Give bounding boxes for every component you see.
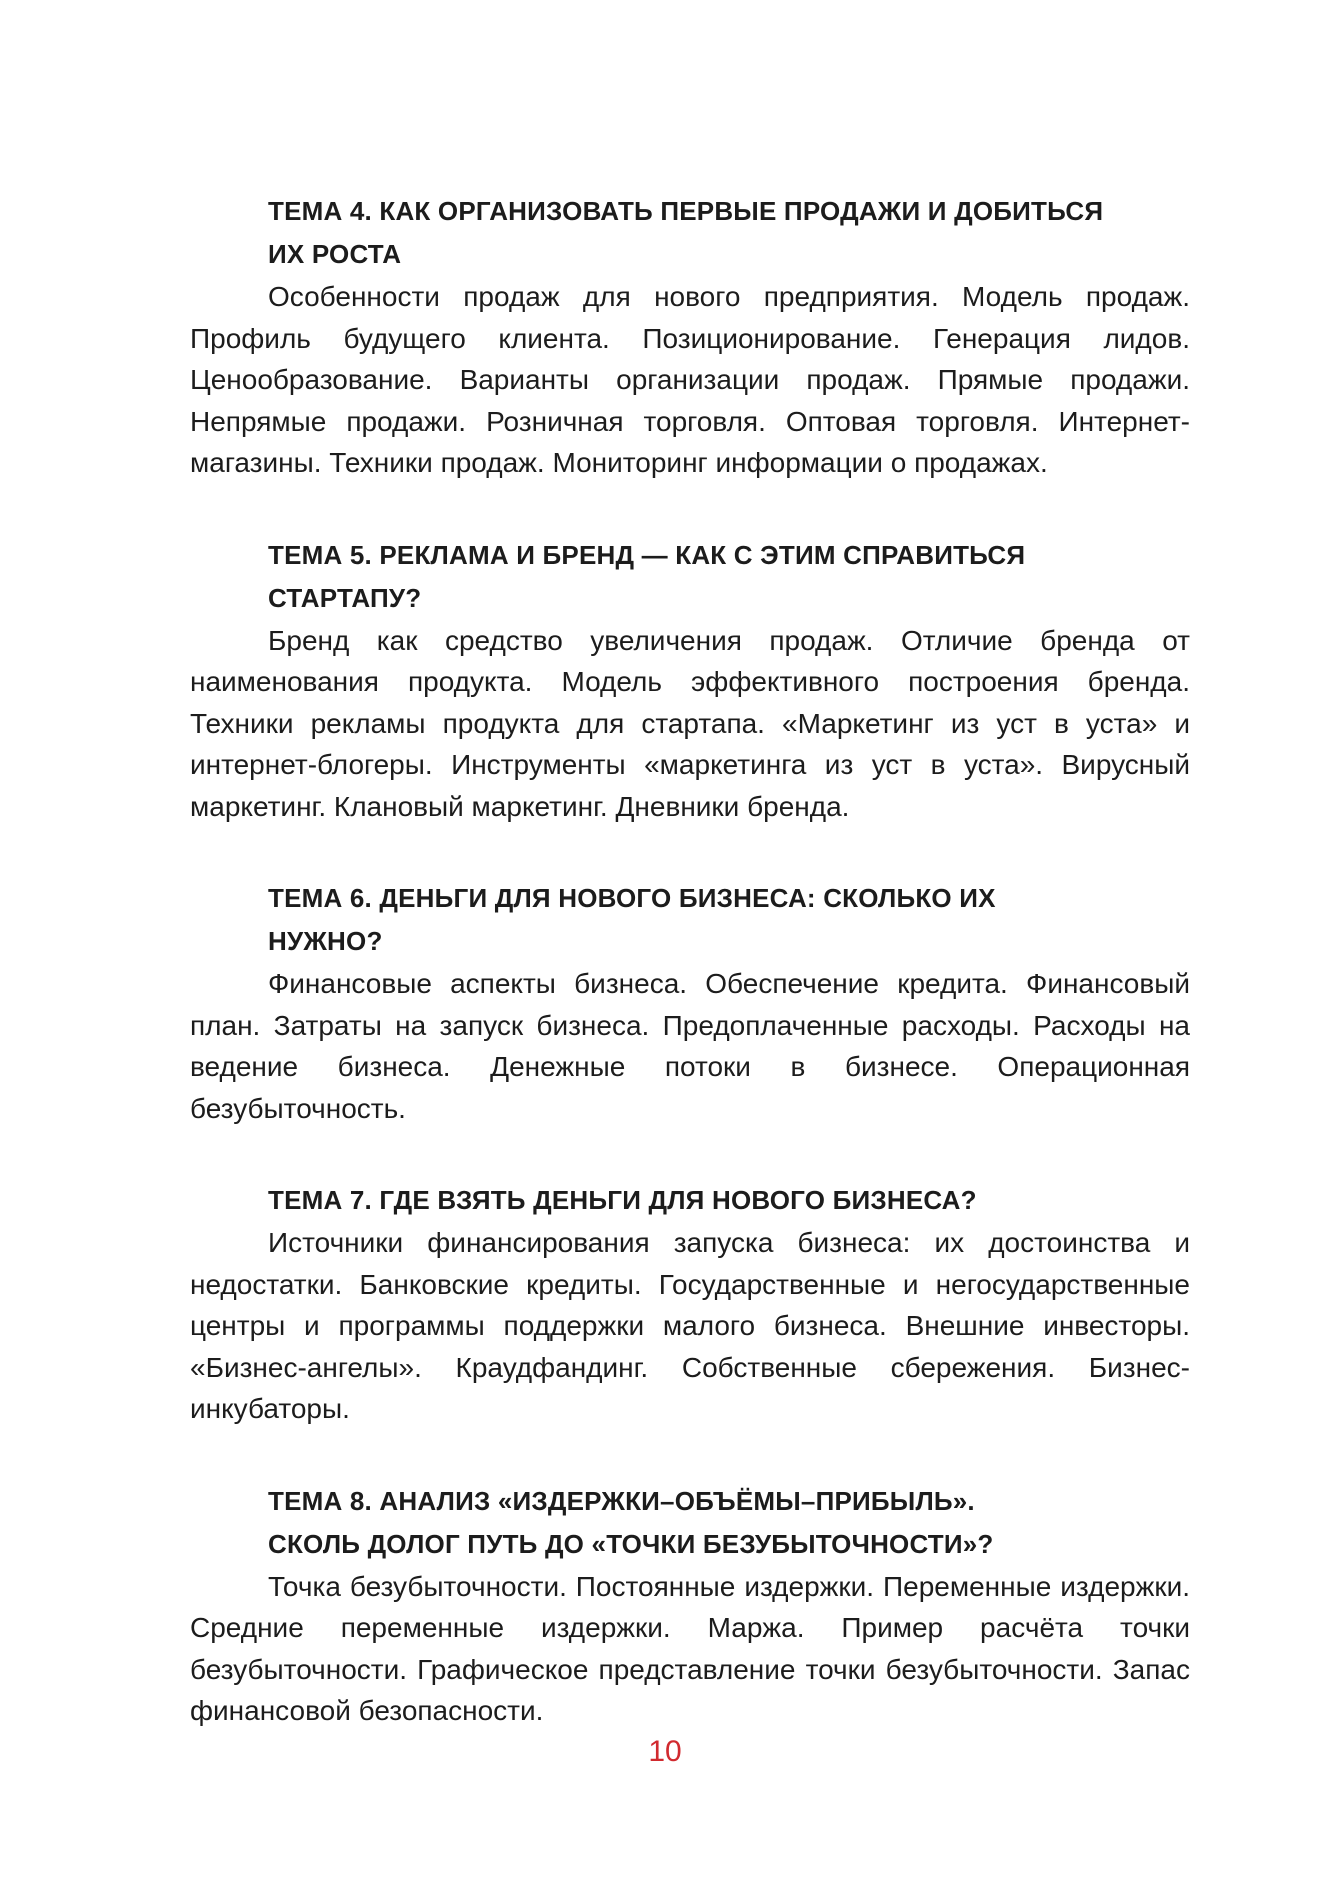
- heading-line-2: СКОЛЬ ДОЛОГ ПУТЬ ДО «ТОЧКИ БЕЗУБЫТОЧНОСТИ»?: [268, 1528, 994, 1559]
- section-topic-4: [190, 190, 1190, 484]
- section-heading: [190, 534, 1190, 620]
- section-body: Источники финансирования запуска бизнеса: их достоинства и недостатки. Банковские кредиты. Государственные и негосударственные центры и программы поддержки малого бизнеса. Внешние инвесторы. «Бизнес-ангелы». Краудфандинг. Собственные сбережения. Бизнес-инкубаторы.: [190, 1227, 1190, 1424]
- section-body: Точка безубыточности. Постоянные издержки. Переменные издержки. Средние переменные издержки. Маржа. Пример расчёта точки безубыточности. Графическое представление точки безубыточности. Запас финансовой безопасности.: [190, 1570, 1190, 1726]
- page-content: [190, 190, 1190, 1782]
- heading-line-1: ТЕМА 5. РЕКЛАМА И БРЕНД — КАК С ЭТИМ СПРАВИТЬСЯ: [268, 539, 1026, 570]
- heading-line-1: ТЕМА 7. ГДЕ ВЗЯТЬ ДЕНЬГИ ДЛЯ НОВОГО БИЗНЕСА?: [268, 1185, 977, 1215]
- section-topic-6: [190, 877, 1190, 1129]
- section-heading: [190, 1480, 1190, 1566]
- section-topic-8: [190, 1480, 1190, 1732]
- section-heading: [190, 877, 1190, 963]
- heading-line-1: ТЕМА 6. ДЕНЬГИ ДЛЯ НОВОГО БИЗНЕСА: СКОЛЬКО ИХ: [268, 883, 996, 913]
- section-body: Бренд как средство увеличения продаж. Отличие бренда от наименования продукта. Модель эффективного построения бренда. Техники рекламы продукта для стартапа. «Маркетинг из уст в уста» и интернет-блогеры. Инструменты «маркетинга из уст в уста». Вирусный маркетинг. Клановый маркетинг. Дневники бренда.: [190, 624, 1190, 822]
- section-topic-7: [190, 1179, 1190, 1430]
- section-body: Финансовые аспекты бизнеса. Обеспечение кредита. Финансовый план. Затраты на запуск бизнеса. Предоплаченные расходы. Расходы на ведение бизнеса. Денежные потоки в бизнесе. Операционная безубыточность.: [190, 968, 1190, 1124]
- section-body: Особенности продаж для нового предприятия. Модель продаж. Профиль будущего клиента. Позиционирование. Генерация лидов. Ценообразование. Варианты организации продаж. Прямые продажи. Непрямые продажи. Розничная торговля. Оптовая торговля. Интернет-магазины. Техники продаж. Мониторинг информации о продажах.: [190, 281, 1190, 478]
- heading-line-2: СТАРТАПУ?: [268, 582, 422, 613]
- section-topic-5: [190, 534, 1190, 828]
- heading-line-2: НУЖНО?: [268, 926, 383, 956]
- page-number: 10: [648, 1735, 682, 1768]
- heading-line-1: ТЕМА 4. КАК ОРГАНИЗОВАТЬ ПЕРВЫЕ ПРОДАЖИ И ДОБИТЬСЯ: [268, 196, 1104, 226]
- heading-line-1: ТЕМА 8. АНАЛИЗ «ИЗДЕРЖКИ–ОБЪЁМЫ–ПРИБЫЛЬ».: [268, 1485, 975, 1516]
- section-heading: [190, 190, 1190, 276]
- heading-line-2: ИХ РОСТА: [268, 239, 402, 269]
- section-heading: [190, 1179, 1190, 1222]
